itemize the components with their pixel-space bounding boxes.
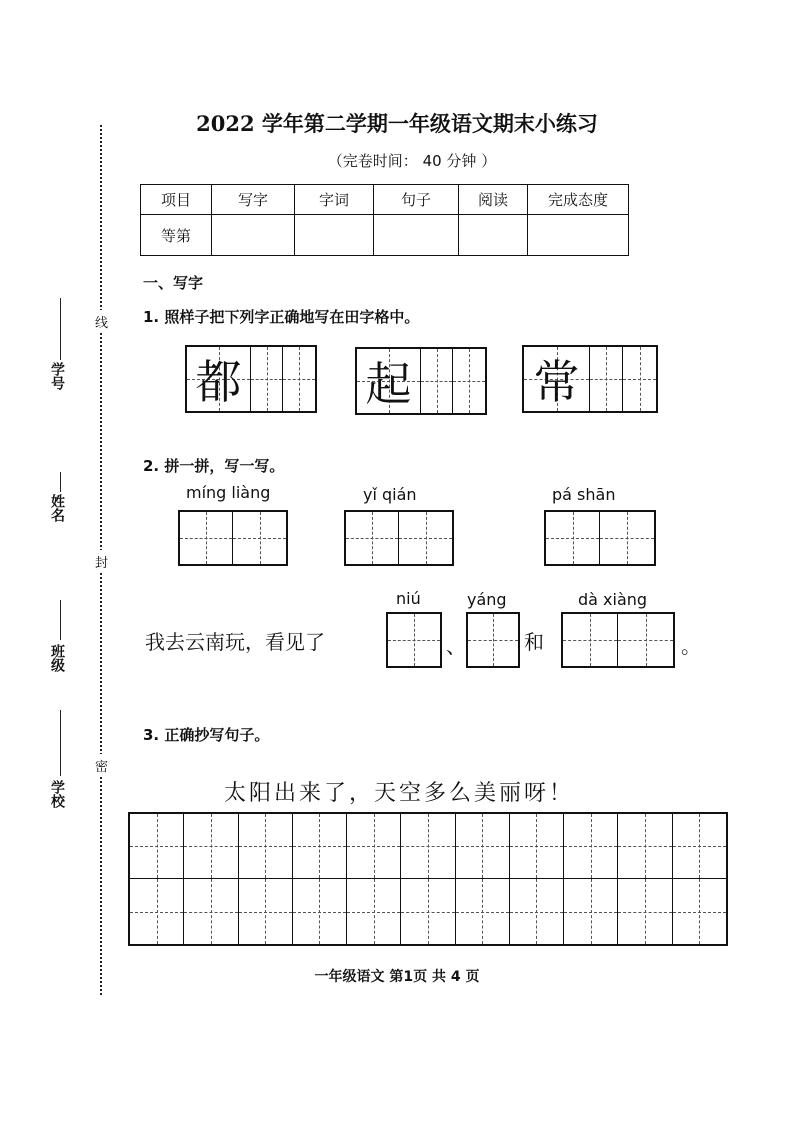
student-number-label: 学号 [49, 362, 65, 390]
tianzige-sample-cell [357, 349, 421, 413]
tianzige-cell[interactable] [239, 814, 293, 878]
student-number-line [60, 298, 61, 360]
sample-character: 都 [195, 355, 242, 409]
tianzige-cell[interactable] [563, 614, 618, 666]
score-cell[interactable] [212, 215, 295, 256]
tianzige-cell[interactable] [239, 879, 293, 944]
tianzige-grid [355, 347, 487, 415]
pinyin-label: dà xiàng [578, 590, 648, 609]
tianzige-grid [466, 612, 520, 668]
score-table [140, 184, 629, 256]
fill-sentence-start: 我去云南玩，看见了 [145, 630, 325, 654]
tianzige-grid [386, 612, 442, 668]
tianzige-cell[interactable] [233, 512, 286, 564]
tianzige-cell[interactable] [388, 614, 440, 666]
tianzige-grid [544, 510, 656, 566]
tianzige-cell[interactable] [180, 512, 233, 564]
score-row-label: 等第 [141, 215, 212, 256]
tianzige-cell[interactable] [600, 512, 654, 564]
tianzige-cell[interactable] [510, 814, 564, 878]
class-line [60, 600, 61, 640]
tianzige-cell[interactable] [456, 814, 510, 878]
pinyin-label: yǐ qián [363, 485, 417, 504]
tianzige-cell[interactable] [346, 512, 399, 564]
school-label: 学校 [49, 780, 65, 808]
score-header-reading: 阅读 [459, 185, 528, 215]
tianzige-cell[interactable] [673, 814, 726, 878]
pinyin-label: pá shān [552, 485, 616, 504]
tianzige-sample-cell [524, 347, 590, 411]
tianzige-cell[interactable] [564, 814, 618, 878]
tianzige-cell[interactable] [590, 347, 623, 411]
tianzige-cell[interactable] [453, 349, 485, 413]
page-title: 2022 学年第二学期一年级语文期末小练习 [196, 111, 598, 136]
score-header-words: 字词 [295, 185, 374, 215]
tianzige-cell[interactable] [673, 879, 726, 944]
tianzige-cell[interactable] [130, 814, 184, 878]
question-2-prompt: 2. 拼一拼，写一写。 [143, 457, 285, 475]
tianzige-grid [185, 345, 317, 413]
tianzige-grid [522, 345, 658, 413]
tianzige-cell[interactable] [347, 879, 401, 944]
tianzige-cell[interactable] [421, 349, 453, 413]
tianzige-sample-cell [187, 347, 251, 411]
page-footer: 一年级语文 第1页 共 4 页 [314, 969, 480, 985]
name-label: 姓名 [49, 494, 65, 522]
tianzige-cell[interactable] [401, 814, 455, 878]
tianzige-cell[interactable] [510, 879, 564, 944]
score-header-item: 项目 [141, 185, 212, 215]
copy-writing-grid [128, 812, 728, 946]
school-line [60, 710, 61, 776]
fill-sentence-and: 和 [524, 630, 544, 654]
score-header-sentences: 句子 [374, 185, 459, 215]
tianzige-grid [561, 612, 675, 668]
pinyin-label: niú [396, 589, 421, 608]
section-title: 一、写字 [143, 274, 204, 292]
fill-sentence-end: 。 [681, 634, 701, 658]
pinyin-label: míng liàng [186, 483, 271, 502]
tianzige-grid [178, 510, 288, 566]
score-cell[interactable] [528, 215, 629, 256]
score-header-writing: 写字 [212, 185, 295, 215]
copy-grid-row [130, 879, 726, 944]
question-3-prompt: 3. 正确抄写句子。 [143, 726, 270, 744]
tianzige-cell[interactable] [468, 614, 518, 666]
tianzige-cell[interactable] [618, 879, 672, 944]
tianzige-cell[interactable] [184, 814, 238, 878]
tianzige-cell[interactable] [347, 814, 401, 878]
question-1-prompt: 1. 照样子把下列字正确地写在田字格中。 [143, 308, 420, 326]
tianzige-cell[interactable] [130, 879, 184, 944]
tianzige-cell[interactable] [293, 814, 347, 878]
copy-sentence: 太阳出来了，天空多么美丽呀！ [224, 781, 575, 806]
tianzige-cell[interactable] [618, 814, 672, 878]
tianzige-cell[interactable] [251, 347, 283, 411]
exam-duration: （完卷时间： 40 分钟 ） [327, 152, 497, 170]
score-cell[interactable] [295, 215, 374, 256]
tianzige-cell[interactable] [623, 347, 656, 411]
tianzige-cell[interactable] [293, 879, 347, 944]
name-line [60, 472, 61, 492]
tianzige-cell[interactable] [399, 512, 452, 564]
sample-character: 常 [533, 355, 580, 409]
tianzige-cell[interactable] [456, 879, 510, 944]
fill-sentence-separator: 、 [446, 634, 466, 658]
tianzige-grid [344, 510, 454, 566]
tianzige-cell[interactable] [283, 347, 315, 411]
tianzige-cell[interactable] [546, 512, 600, 564]
copy-grid-row [130, 814, 726, 879]
tianzige-cell[interactable] [184, 879, 238, 944]
score-cell[interactable] [374, 215, 459, 256]
score-header-attitude: 完成态度 [528, 185, 629, 215]
tianzige-cell[interactable] [401, 879, 455, 944]
pinyin-label: yáng [467, 590, 507, 609]
seal-char-secret: 密 [95, 754, 108, 777]
tianzige-cell[interactable] [618, 614, 673, 666]
seal-char-line: 线 [95, 310, 108, 333]
tianzige-cell[interactable] [564, 879, 618, 944]
score-cell[interactable] [459, 215, 528, 256]
sample-character: 起 [365, 357, 412, 411]
class-label: 班级 [49, 644, 65, 672]
seal-char-seal: 封 [95, 550, 108, 573]
